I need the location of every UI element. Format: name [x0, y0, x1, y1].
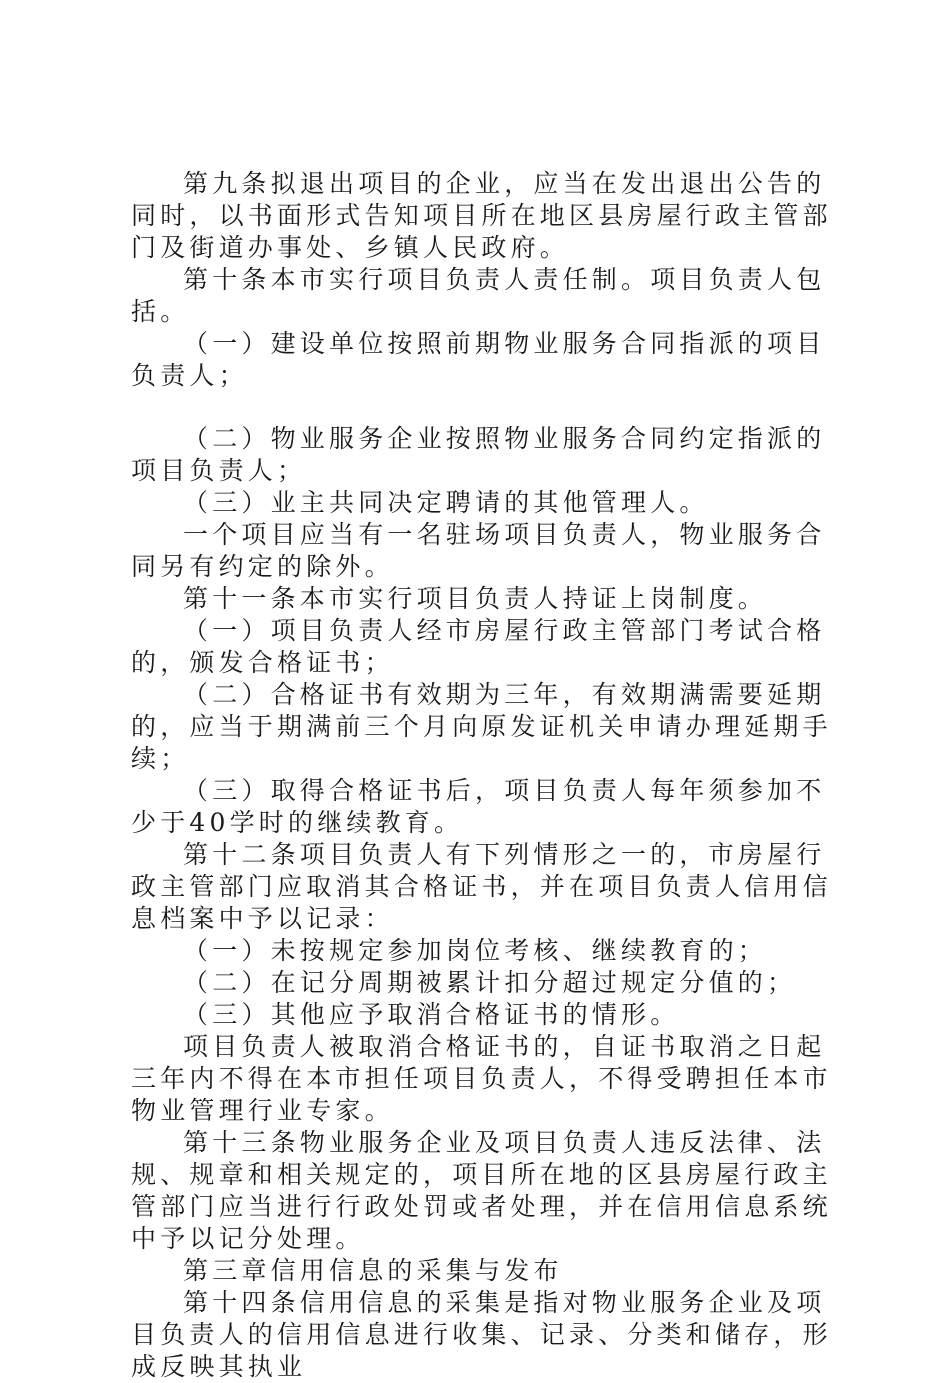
article-12-paragraph: 第十二条项目负责人有下列情形之一的，市房屋行政主管部门应取消其合格证书，并在项目负责人信用信息档案中予以记录： [131, 840, 832, 933]
article-11-item-2: （二）合格证书有效期为三年，有效期满需要延期的，应当于期满前三个月向原发证机关申请办理延期手续； [131, 680, 832, 773]
article-10-note-paragraph: 一个项目应当有一名驻场项目负责人，物业服务合同另有约定的除外。 [131, 520, 826, 581]
article-12-item-2: （二）在记分周期被累计扣分超过规定分值的； [183, 968, 797, 997]
chapter-3-heading: 第三章信用信息的采集与发布 [183, 1256, 563, 1285]
article-11-paragraph: 第十一条本市实行项目负责人持证上岗制度。 [183, 584, 768, 613]
article-10-item-2: （二）物业服务企业按照物业服务合同约定指派的项目负责人； [131, 424, 826, 485]
article-11-item-3: （三）取得合格证书后，项目负责人每年须参加不少于40学时的继续教育。 [131, 776, 826, 837]
article-11-item-1: （一）项目负责人经市房屋行政主管部门考试合格的，颁发合格证书； [131, 616, 826, 677]
article-12-item-3: （三）其他应予取消合格证书的情形。 [183, 1000, 680, 1029]
article-10-item-3: （三）业主共同决定聘请的其他管理人。 [183, 488, 709, 517]
article-10-paragraph: 第十条本市实行项目负责人责任制。项目负责人包括。 [131, 265, 826, 326]
article-12-consequence-paragraph: 项目负责人被取消合格证书的，自证书取消之日起三年内不得在本市担任项目负责人，不得受聘担任本市物业管理行业专家。 [131, 1032, 832, 1125]
document-body [131, 168, 837, 1383]
article-10-item-1: （一）建设单位按照前期物业服务合同指派的项目负责人； [131, 329, 826, 390]
article-14-paragraph: 第十四条信用信息的采集是指对物业服务企业及项目负责人的信用信息进行收集、记录、分类和储存，形成反映其执业 [131, 1288, 832, 1381]
article-12-item-1: （一）未按规定参加岗位考核、继续教育的； [183, 936, 768, 965]
article-13-paragraph: 第十三条物业服务企业及项目负责人违反法律、法规、规章和相关规定的，项目所在地的区县房屋行政主管部门应当进行行政处罚或者处理，并在信用信息系统中予以记分处理。 [131, 1128, 832, 1253]
article-9-paragraph: 第九条拟退出项目的企业，应当在发出退出公告的同时，以书面形式告知项目所在地区县房屋行政主管部门及街道办事处、乡镇人民政府。 [131, 169, 832, 262]
